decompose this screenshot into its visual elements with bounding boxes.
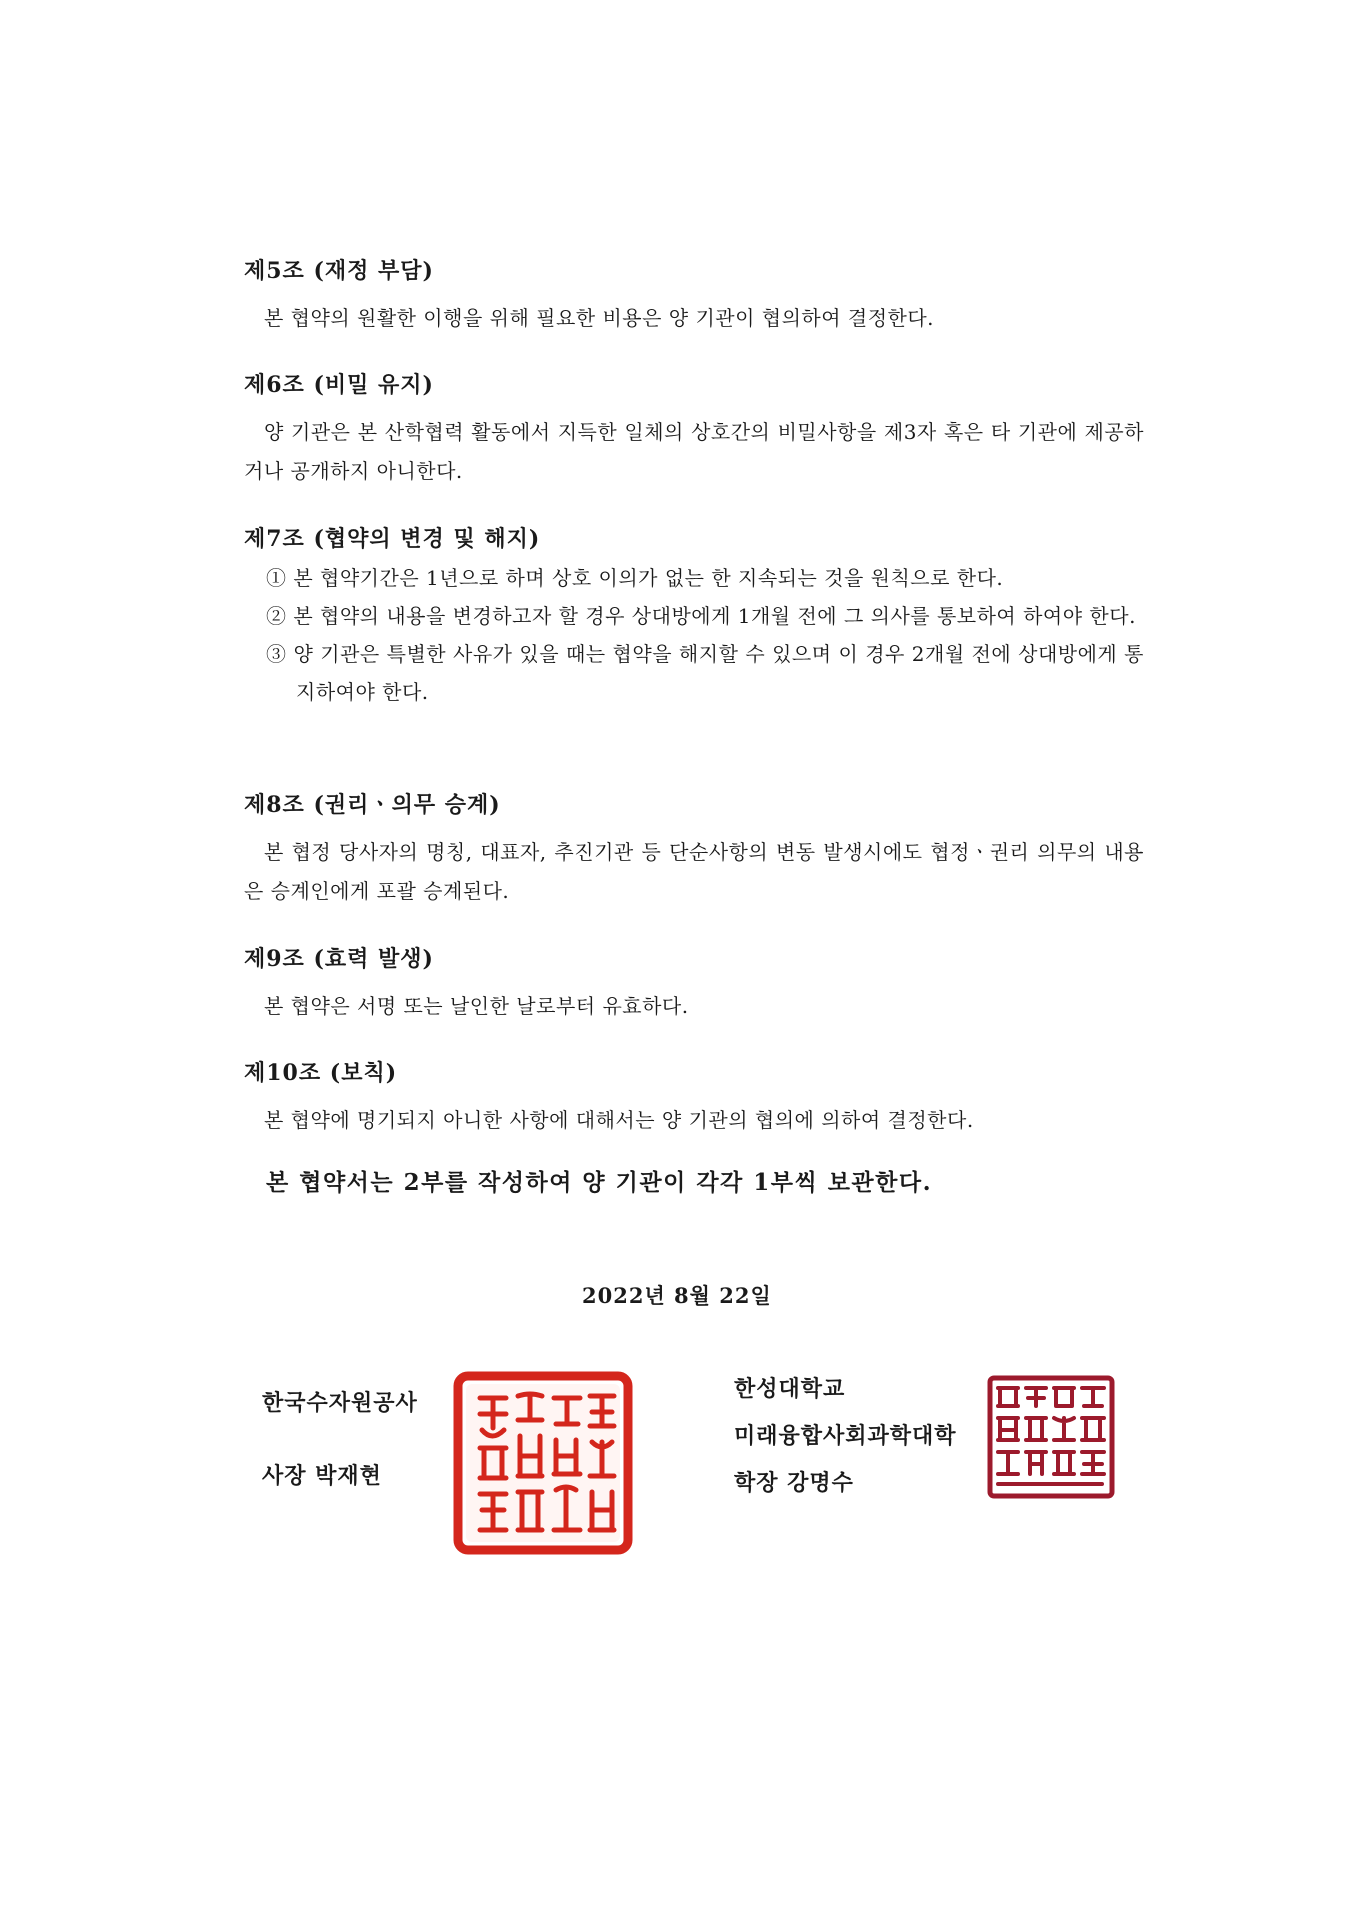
left-official-seal bbox=[452, 1370, 634, 1556]
right-seal-graphic bbox=[990, 1378, 1112, 1496]
article-9-body: 본 협약은 서명 또는 날인한 날로부터 유효하다. bbox=[264, 994, 689, 1018]
article-5-body: 본 협약의 원활한 이행을 위해 필요한 비용은 양 기관이 협의하여 결정한다. bbox=[264, 306, 935, 330]
article-8-heading: 제8조 (권리ㆍ의무 승계) bbox=[244, 792, 501, 818]
article-10-heading: 제10조 (보칙) bbox=[244, 1060, 398, 1086]
right-division: 미래융합사회과학대학 bbox=[734, 1423, 957, 1449]
left-seal-graphic bbox=[458, 1376, 628, 1550]
right-organization: 한성대학교 bbox=[734, 1376, 846, 1402]
article-9-heading: 제9조 (효력 발생) bbox=[244, 946, 434, 972]
left-signatory bbox=[262, 1386, 418, 1490]
article-7-clause-2: ② 본 협약의 내용을 변경하고자 할 경우 상대방에게 1개월 전에 그 의사를 통보하여 하여야 한다. bbox=[266, 604, 1136, 628]
article-7-heading: 제7조 (협약의 변경 및 해지) bbox=[244, 526, 541, 552]
article-10-body: 본 협약에 명기되지 아니한 사항에 대해서는 양 기관의 협의에 의하여 결정한다. bbox=[264, 1108, 974, 1132]
right-representative: 학장 강명수 bbox=[734, 1470, 854, 1496]
right-signatory bbox=[734, 1372, 957, 1497]
closing-statement: 본 협약서는 2부를 작성하여 양 기관이 각각 1부씩 보관한다. bbox=[266, 1169, 933, 1196]
article-7-clause-3: ③ 양 기관은 특별한 사유가 있을 때는 협약을 해지할 수 있으며 이 경우 2개월 전에 상대방에게 통지하여야 한다. bbox=[266, 642, 1144, 704]
article-6-body: 양 기관은 본 산학협력 활동에서 지득한 일체의 상호간의 비밀사항을 제3자 혹은 타 기관에 제공하거나 공개하지 아니한다. bbox=[244, 420, 1144, 483]
article-8 bbox=[244, 788, 1144, 911]
article-10 bbox=[244, 1056, 1144, 1140]
article-5-heading: 제5조 (재정 부담) bbox=[244, 258, 434, 284]
left-organization: 한국수자원공사 bbox=[262, 1390, 418, 1416]
signing-date: 2022년 8월 22일 bbox=[582, 1283, 772, 1308]
article-9 bbox=[244, 942, 1144, 1026]
article-8-body: 본 협정 당사자의 명칭, 대표자, 추진기관 등 단순사항의 변동 발생시에도 협정ㆍ권리 의무의 내용은 승계인에게 포괄 승계된다. bbox=[244, 840, 1144, 903]
article-7-clauses bbox=[244, 559, 1144, 711]
article-7 bbox=[244, 522, 1144, 711]
article-5 bbox=[244, 254, 1144, 338]
right-official-seal bbox=[986, 1374, 1116, 1500]
article-6 bbox=[244, 368, 1144, 491]
left-representative: 사장 박재현 bbox=[262, 1463, 382, 1489]
article-6-heading: 제6조 (비밀 유지) bbox=[244, 372, 434, 398]
article-7-clause-1: ① 본 협약기간은 1년으로 하며 상호 이의가 없는 한 지속되는 것을 원칙으로 한다. bbox=[266, 566, 1004, 590]
